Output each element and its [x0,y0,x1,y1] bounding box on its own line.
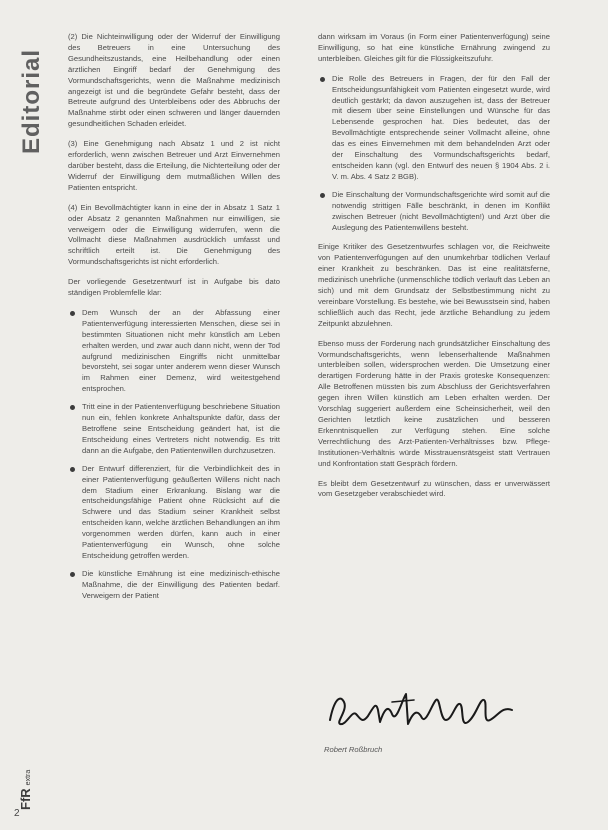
list-item: Die Rolle des Betreuers in Fragen, der für den Fall der Entscheidungsunfähigkeit vom Patienten eingesetzt wurde, wird deutlich gestärkt; da davon auszugehen ist, dass der Betreuer mit diesem über seine Einstellungen und Wünsche für das Lebensende gesprochen hat. Dies bedeutet, das der Bevollmächtigte entsprechende seiner Vollmacht alleine, ohne das es eines Einvernehmen mit dem behandelnden Arzt oder der Einschaltung des Vormundschaftsgerichts bedarf, entscheiden kann (vgl. den Entwurf des neuen § 1904 Abs. 2 i. V. m. Abs. 4 Satz 2 BGB). [318,74,550,183]
list-item: Dem Wunsch der an der Abfassung einer Patientenverfügung interessierten Menschen, diese sei in bestimmten Situationen nicht mehr künstlich am Leben erhalten werden, und zwar auch dann nicht, wenn der Tod aufgrund medizinischen Eingriffs nicht unmittelbar bevorsteht, sei sogar unter anderem wenn dieser Wunsch im Rahmen einer Demenz, wird weitestgehend entsprochen. [68,308,280,395]
list-item: Die künstliche Ernährung ist eine medizinisch-ethische Maßnahme, die der Einwilligung des Patienten bedarf. Verweigern der Patient [68,569,280,602]
right-column [318,32,550,509]
bullet-icon [320,77,325,82]
paragraph-critics: Einige Kritiker des Gesetzentwurfes schlagen vor, die Reichweite von Patientenverfügungen auf den unumkehrbar tödlichen Verlauf einer Krankheit zu beschränken. Das ist eine realitätsferne, medizinisch unehrliche (unmenschliche tödlich verlauft das Leben an sich) und mit dem Grundsatz der Selbstbestimmung nicht zu vereinbare Vorstellung. Es bestehe, wie bei Bewusstsein sind, haben schließlich auch das Recht, jede ärztliche Behandlung zu jedem Zeitpunkt abzulehnen. [318,242,550,328]
paragraph-3: (3) Eine Genehmigung nach Absatz 1 und 2 ist nicht erforderlich, wenn zwischen Betreuer und Arzt Einvernehmen darüber besteht, dass die Erteilung, die Nichterteilung oder der Widerruf der Einwilligung dem mutmaßlichen Willen des Patienten entspricht. [68,139,280,192]
logo-subtext: extra [25,769,32,786]
author-name: Robert Roßbruch [324,745,383,754]
paragraph-4: (4) Ein Bevollmächtigter kann in eine der in Absatz 1 Satz 1 oder Absatz 2 genannten Maßnahmen nur einwilligen, sie verweigern oder die Einwilligung widerrufen, wenn die Vollmacht diese Maßnahmen ausdrücklich umfasst und schriftlich erteilt ist. Die Genehmigung des Vormundschaftsgerichts ist nicht erforderlich. [68,202,280,267]
logo-text: FfR [18,788,33,810]
bullet-icon [70,311,75,316]
bullet-icon [70,467,75,472]
section-title [16,36,44,156]
left-column [68,32,280,611]
author-signature [322,680,522,740]
paragraph-2: (2) Die Nichteinwilligung oder der Widerruf der Einwilligung des Betreuers in eine Untersuchung des Gesundheitszustands, eine Heilbehandlung oder einen ärztlichen Eingriff bedarf der Genehmigung des Vormundschaftsgerichts, wenn die Maßnahme medizinisch angezeigt ist und die begründete Gefahr besteht, dass der Betreute aufgrund des Unterbleibens oder des Abbruchs der Maßnahme stirbt oder einen schweren und länger dauernden gesundheitlichen Schaden erleidet. [68,32,280,129]
page-number: 2 [14,808,20,819]
list-item: Die Einschaltung der Vormundschaftsgerichte wird somit auf die notwendig strittigen Fälle beschränkt, in denen im Konflikt zwischen Betreuer (nicht Bevollmächtigten!) und Arzt über die Auslegung des Patientenwillens besteht. [318,190,550,234]
journal-logo [18,762,42,812]
right-bullet-list [318,74,550,234]
bullet-icon [70,405,75,410]
bullet-icon [320,193,325,198]
intro-paragraph: Der vorliegende Gesetzentwurf ist in Aufgabe bis dato ständigen Problemfelle klar: [68,277,280,298]
list-item: Der Entwurf differenziert, für die Verbindlichkeit des in einer Patientenverfügung geäußerten Willens nicht nach dem Stadium einer Erkrankung. Bislang war die entscheidungsfähige Patient ohne Rücksicht auf die Schwere und das Stadium seiner Krankheit selbst entscheiden kann, welche ärztlichen Behandlungen an ihm vorgenommen werden dürfen, kann auch in einer Patientenverfügung ein Wunsch, ohne solche Entscheidung getroffen werden. [68,464,280,562]
paragraph-continued: dann wirksam im Voraus (in Form einer Patientenverfügung) seine Einwilligung, so hat eine künstliche Ernährung zwingend zu unterbleiben. Gleiches gilt für die Flüssigkeitszufuhr. [318,32,550,63]
paragraph-closing: Es bleibt dem Gesetzentwurf zu wünschen, dass er unverwässert vom Gesetzgeber verabschiedet wird. [318,478,550,499]
left-bullet-list [68,308,280,602]
list-item: Tritt eine in der Patientenverfügung beschriebene Situation nun ein, fehlen konkrete Anhaltspunkte dafür, dass der Betroffene seine Entscheidung geändert hat, ist die Entscheidung eines Vertreters nicht notwendig. Es tritt dann an die Aufgabe, den Patientenwillen durchzusetzen. [68,402,280,457]
paragraph-court: Ebenso muss der Forderung nach grundsätzlicher Einschaltung des Vormundschaftsgerichts, wenn lebenserhaltende Maßnahmen unterbleiben sollen, widersprochen werden. Die Umsetzung einer derartigen Forderung hätte in der Praxis groteske Konsequenzen: Alle Betroffenen müssten bis zum Abschluss der Gerichtsverfahren gegen ihren Willen künstlich am Leben erhalten werden. Der Vorschlag suggeriert außerdem eine Scheinsicherheit, weil den Gerichten letztlich keine zusätzlichen und besseren Erkenntnisquellen zur Verfügung stehen. Eine solche Verrechtlichung des Arzt-Patienten-Verhältnisses bzw. Pflege-Institutionen-Verhältnis würde Misstrauensrätsgeist statt Vertrauen und Konfrontation statt Gespräch fördern. [318,338,550,468]
bullet-icon [70,572,75,577]
section-title-text: Editorial [18,48,45,154]
